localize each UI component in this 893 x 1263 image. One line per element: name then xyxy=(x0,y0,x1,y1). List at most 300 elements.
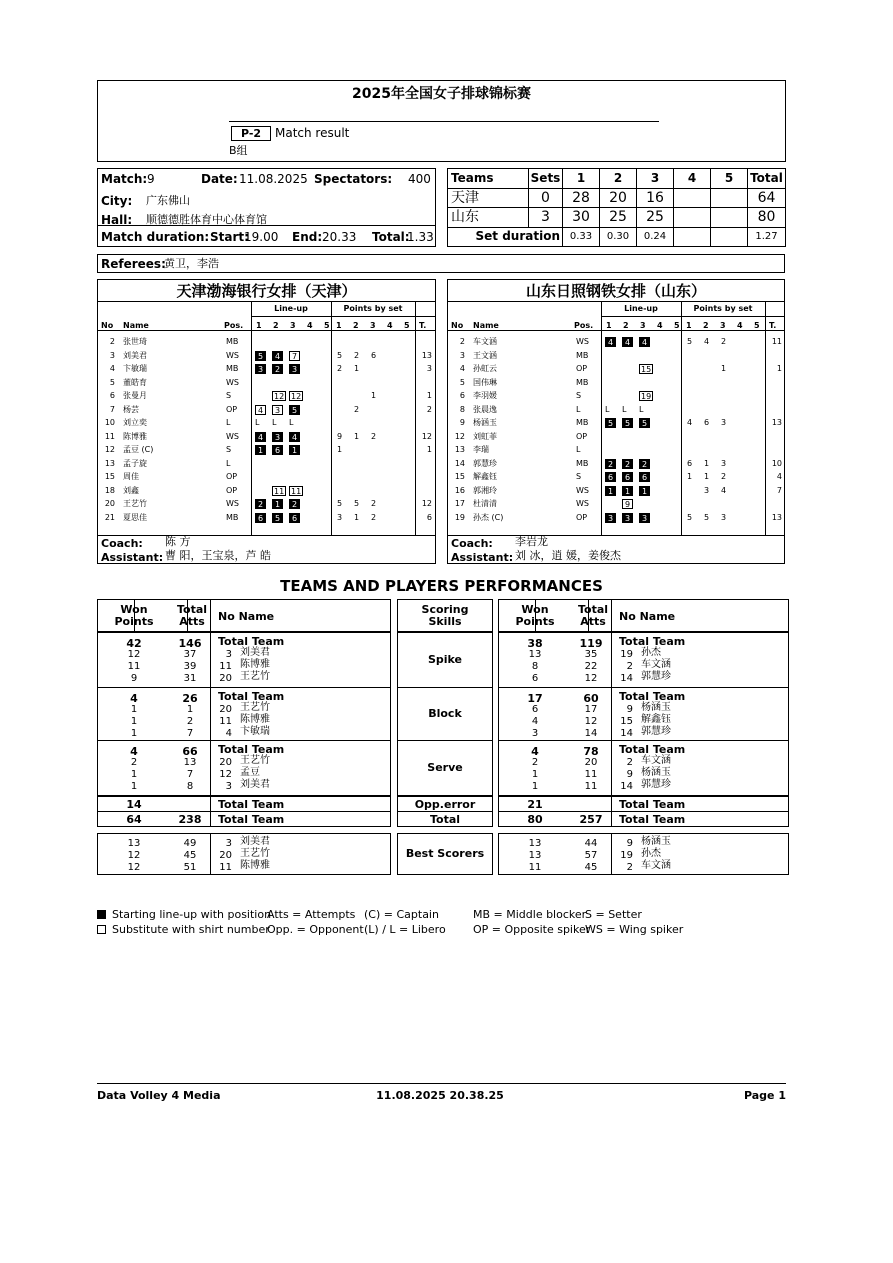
hall-label: Hall: xyxy=(101,213,133,227)
score-header-set2: 2 xyxy=(600,169,637,189)
player-position: L xyxy=(576,445,581,454)
team-won-points: 42 xyxy=(126,637,142,650)
player-shirt-number: 15 xyxy=(620,716,633,727)
no-name-header: No Name xyxy=(218,610,275,623)
team-label: Total Team xyxy=(218,635,285,648)
player-position: MB xyxy=(576,418,589,427)
col-pos-header: Pos. xyxy=(224,321,244,330)
player-position: MB xyxy=(576,350,589,360)
group-header-rule xyxy=(251,316,435,317)
score-header-set5: 5 xyxy=(711,169,748,189)
player-number: 15 xyxy=(104,472,115,481)
player-number: 2 xyxy=(109,337,115,346)
player-name: 王艺竹 xyxy=(240,702,270,713)
perf-opp_error-team-b xyxy=(498,796,789,812)
col-total-header: T. xyxy=(419,321,427,330)
score-team-b-total: 80 xyxy=(748,208,786,227)
player-total-atts: 7 xyxy=(186,728,194,739)
player-number: 10 xyxy=(104,418,115,427)
player-shirt-number: 11 xyxy=(219,661,232,672)
player-name: 郭慧珍 xyxy=(641,726,671,737)
player-total-points: 4 xyxy=(776,472,782,481)
player-name: 郭慧珍 xyxy=(473,458,497,468)
skills-header xyxy=(397,599,493,632)
player-name: 王艺竹 xyxy=(240,755,270,766)
set-points: 3 xyxy=(704,485,710,495)
header-rule xyxy=(229,121,659,122)
set-points: 1 xyxy=(354,364,360,373)
player-number: 14 xyxy=(454,458,465,468)
start-value: 19.00 xyxy=(244,230,279,244)
won-points: 80 xyxy=(527,813,543,826)
player-total-atts: 17 xyxy=(584,704,598,715)
player-name: 董皓育 xyxy=(123,377,147,387)
player-row xyxy=(448,350,784,363)
starting-position-box: 5 xyxy=(255,351,266,361)
player-row xyxy=(448,458,784,471)
player-total-points: 12 xyxy=(421,431,432,441)
team-label: Total Team xyxy=(218,743,285,756)
set-points: 5 xyxy=(354,499,360,508)
best-scorers-team-b xyxy=(498,833,789,875)
player-name: 解鑫钰 xyxy=(641,714,671,725)
name-col-border xyxy=(611,797,612,811)
substitute-box: 11 xyxy=(274,486,285,496)
player-shirt-number: 2 xyxy=(626,757,633,768)
starting-position-box: 6 xyxy=(605,472,616,482)
substitute-box: 11 xyxy=(291,486,302,496)
best-total-atts: 45 xyxy=(584,862,598,873)
starting-position-box: 2 xyxy=(289,499,300,509)
lineup-set-header-4: 4 xyxy=(657,321,663,330)
player-position: L xyxy=(226,458,231,468)
legend-captain: (C) = Captain xyxy=(364,908,439,921)
player-row xyxy=(98,444,435,457)
player-number: 18 xyxy=(104,485,115,495)
team-label: Total Team xyxy=(218,798,285,811)
player-name: 张曼月 xyxy=(123,391,147,400)
best-scorers-label: Best Scorers xyxy=(405,847,485,860)
set-duration-1: 0.33 xyxy=(563,227,600,246)
player-number: 19 xyxy=(454,512,465,522)
player-row xyxy=(448,431,784,444)
set-points: 5 xyxy=(337,350,343,360)
player-number: 16 xyxy=(454,485,465,495)
player-row xyxy=(98,377,435,390)
player-total-points: 1 xyxy=(776,364,782,373)
pbs-set-header-1: 1 xyxy=(336,321,342,330)
player-shirt-number: 20 xyxy=(219,704,232,715)
set-points: 4 xyxy=(687,418,693,427)
score-team-a-sets: 0 xyxy=(529,189,563,208)
player-total-atts: 37 xyxy=(183,649,197,660)
player-won-points: 1 xyxy=(130,716,138,727)
player-total-atts: 12 xyxy=(584,673,598,684)
footer-page: Page 1 xyxy=(743,1089,786,1102)
player-name: 孙杰 (C) xyxy=(473,512,504,522)
skill-cell-total xyxy=(397,811,493,827)
player-row xyxy=(98,350,435,363)
player-name: 车文涵 xyxy=(641,659,671,670)
starting-position-box: 3 xyxy=(255,364,266,374)
starting-position-box: 3 xyxy=(272,432,283,442)
player-name: 李瑞 xyxy=(473,445,489,454)
player-position: S xyxy=(576,391,582,400)
assistant-names: 曹 阳，王宝泉，芦 皓 xyxy=(165,549,271,562)
team-total-atts: 60 xyxy=(583,692,599,705)
player-position: OP xyxy=(576,431,588,441)
best-total-atts: 44 xyxy=(584,838,598,849)
set-points: 3 xyxy=(721,512,727,522)
team-label: Total Team xyxy=(619,635,686,648)
set-points: 2 xyxy=(354,350,360,360)
scoring-skills-header: Scoring Skills xyxy=(421,603,469,628)
best-player-name: 刘美君 xyxy=(240,836,270,847)
lineup-header: Line-up xyxy=(274,304,308,313)
starting-position-box: 5 xyxy=(272,513,283,523)
player-number: 21 xyxy=(104,512,115,522)
skill-label: Block xyxy=(428,707,462,720)
player-number: 5 xyxy=(109,377,115,387)
legend-mb: MB = Middle blocker xyxy=(473,908,587,921)
team-won-points: 4 xyxy=(531,745,539,758)
lineup-set-header-5: 5 xyxy=(324,321,330,330)
player-name: 夏思佳 xyxy=(123,512,147,522)
name-col-border xyxy=(210,797,211,811)
lineup-set-header-2: 2 xyxy=(623,321,629,330)
total-atts: 257 xyxy=(579,813,603,826)
team-title-rule xyxy=(448,301,784,302)
player-total-atts: 8 xyxy=(186,781,194,792)
lineup-header: Line-up xyxy=(624,304,658,313)
perf-spike-team-b xyxy=(498,632,789,688)
best-player-name: 车文涵 xyxy=(641,860,671,871)
skill-label: Serve xyxy=(427,761,463,774)
col-pos-header: Pos. xyxy=(574,321,594,330)
player-position: MB xyxy=(226,512,239,522)
team-b-roster xyxy=(447,279,785,564)
won-points-header: Won Points xyxy=(114,603,154,628)
player-name: 王艺竹 xyxy=(240,671,270,682)
player-name: 刘美君 xyxy=(240,647,270,658)
assistant-names: 刘 冰，逍 媛，姜俊杰 xyxy=(515,549,621,562)
player-position: S xyxy=(226,445,232,454)
lineup-set-header-2: 2 xyxy=(273,321,279,330)
lineup-set-header-3: 3 xyxy=(290,321,296,330)
score-team-a-set4 xyxy=(674,189,711,208)
substitute-swatch xyxy=(97,925,106,934)
won-points: 64 xyxy=(126,813,142,826)
score-team-b-name: 山东 xyxy=(448,208,529,227)
report-subtitle: Match result xyxy=(275,126,350,140)
player-row xyxy=(98,471,435,484)
player-position: WS xyxy=(226,350,239,360)
starting-position-box: 3 xyxy=(289,364,300,374)
starting-position-box: 5 xyxy=(622,418,633,428)
lineup-set-header-5: 5 xyxy=(674,321,680,330)
team-won-points: 4 xyxy=(130,745,138,758)
player-total-atts: 13 xyxy=(183,757,197,768)
team-won-points: 4 xyxy=(130,692,138,705)
best-player-name: 王艺竹 xyxy=(240,848,270,859)
player-number: 12 xyxy=(104,445,115,454)
set-points: 3 xyxy=(337,512,343,522)
col-name-header: Name xyxy=(123,321,149,330)
player-total-points: 6 xyxy=(426,512,432,522)
player-shirt-number: 9 xyxy=(626,769,633,780)
player-total-points: 1 xyxy=(426,445,432,454)
team-total-atts: 146 xyxy=(178,637,202,650)
set-points: 1 xyxy=(704,458,710,468)
won-points-header: Won Points xyxy=(515,603,555,628)
coach-name: 陈 方 xyxy=(165,535,191,548)
lineup-set-header-4: 4 xyxy=(307,321,313,330)
team-b-perf-header xyxy=(498,599,789,632)
player-shirt-number: 20 xyxy=(219,673,232,684)
player-row xyxy=(448,390,784,403)
best-total-atts: 57 xyxy=(584,850,598,861)
player-position: MB xyxy=(226,337,239,346)
won-points: 14 xyxy=(126,798,142,811)
player-row xyxy=(448,377,784,390)
legend xyxy=(97,908,786,938)
total-duration-value: 1.33 xyxy=(407,230,434,244)
won-points: 21 xyxy=(527,798,543,811)
lineup-set-header-1: 1 xyxy=(256,321,262,330)
col-no-header: No xyxy=(101,321,114,330)
starting-position-box: 6 xyxy=(272,445,283,455)
pbs-set-header-3: 3 xyxy=(720,321,726,330)
best-total-atts: 51 xyxy=(183,862,197,873)
set-points: 2 xyxy=(354,404,360,414)
player-shirt-number: 14 xyxy=(620,781,633,792)
player-position: WS xyxy=(576,485,589,495)
header-box xyxy=(97,80,786,162)
group-header-rule xyxy=(601,316,784,317)
perf-spike-team-a xyxy=(97,632,391,688)
player-total-points: 13 xyxy=(421,350,432,360)
player-number: 6 xyxy=(459,391,465,400)
libero-marker: L xyxy=(289,418,294,427)
player-name: 张晨逸 xyxy=(473,404,497,414)
player-shirt-number: 9 xyxy=(626,704,633,715)
hall-value: 顺德德胜体育中心体育馆 xyxy=(146,213,267,226)
assistant-label: Assistant: xyxy=(451,551,514,564)
player-name: 刘鑫 xyxy=(123,485,139,495)
best-player-name: 孙杰 xyxy=(641,848,661,859)
city-label: City: xyxy=(101,194,133,208)
player-name: 刘虹菲 xyxy=(473,431,497,441)
pbs-set-header-1: 1 xyxy=(686,321,692,330)
legend-setter: S = Setter xyxy=(585,908,642,921)
player-row xyxy=(98,336,435,349)
pbs-set-header-5: 5 xyxy=(404,321,410,330)
set-duration-2: 0.30 xyxy=(600,227,637,246)
points-by-set-header: Points by set xyxy=(343,304,403,313)
player-shirt-number: 3 xyxy=(225,649,232,660)
score-team-b-set5 xyxy=(711,208,748,227)
player-won-points: 11 xyxy=(127,661,141,672)
footer-software: Data Volley 4 Media xyxy=(97,1089,221,1102)
player-name: 杨芸 xyxy=(123,404,139,414)
perf-block-team-a xyxy=(97,687,391,741)
best-shirt-number: 2 xyxy=(626,862,633,873)
set-points: 9 xyxy=(337,431,343,441)
player-name: 孟豆 (C) xyxy=(123,445,154,454)
score-team-b-set4 xyxy=(674,208,711,227)
team-title-rule xyxy=(98,301,435,302)
player-name: 陈博雅 xyxy=(240,659,270,670)
player-position: MB xyxy=(576,458,589,468)
player-number: 12 xyxy=(454,431,465,441)
set-points: 2 xyxy=(371,512,377,522)
player-name: 李羽媛 xyxy=(473,391,497,400)
substitute-box: 9 xyxy=(622,499,633,509)
skill-cell-opp_error xyxy=(397,796,493,812)
player-name: 王艺竹 xyxy=(123,499,147,508)
player-shirt-number: 12 xyxy=(219,769,232,780)
team-total-atts: 66 xyxy=(182,745,198,758)
player-shirt-number: 19 xyxy=(620,649,633,660)
competition-title: 2025年全国女子排球锦标赛 xyxy=(352,86,531,102)
player-position: S xyxy=(576,472,582,481)
best-won-points: 13 xyxy=(528,838,542,849)
legend-op: OP = Opposite spiker xyxy=(473,923,591,936)
player-name: 陈博雅 xyxy=(123,431,147,441)
end-label: End: xyxy=(292,230,323,244)
player-name: 王文涵 xyxy=(473,350,497,360)
perf-serve-team-a xyxy=(97,740,391,796)
referees-names: 黄卫，李浩 xyxy=(164,257,219,270)
player-won-points: 2 xyxy=(130,757,138,768)
team-name-team_a: 天津渤海银行女排（天津） xyxy=(176,282,357,300)
starting-lineup-swatch xyxy=(97,910,106,919)
starting-position-box: 6 xyxy=(289,513,300,523)
player-position: WS xyxy=(576,499,589,508)
player-position: OP xyxy=(226,472,238,481)
player-name: 孙杰 xyxy=(641,647,661,658)
player-name: 郭慧珍 xyxy=(641,779,671,790)
match-label: Match: xyxy=(101,172,148,186)
set-points: 4 xyxy=(704,337,710,346)
set-points: 5 xyxy=(687,337,693,346)
player-row xyxy=(98,390,435,403)
set-points: 2 xyxy=(721,337,727,346)
player-name: 杨涵玉 xyxy=(473,418,497,427)
set-duration-3: 0.24 xyxy=(637,227,674,246)
report-code: P-2 xyxy=(231,126,271,141)
points-by-set-header: Points by set xyxy=(693,304,753,313)
set-points: 4 xyxy=(721,485,727,495)
best-shirt-number: 11 xyxy=(219,862,232,873)
player-won-points: 13 xyxy=(528,649,542,660)
player-total-points: 2 xyxy=(426,404,432,414)
best-won-points: 12 xyxy=(127,862,141,873)
set-duration-row xyxy=(448,227,786,246)
set-points: 1 xyxy=(354,512,360,522)
no-name-header: No Name xyxy=(619,610,676,623)
score-row-team-a xyxy=(448,189,786,208)
player-total-atts: 20 xyxy=(584,757,598,768)
player-won-points: 1 xyxy=(130,704,138,715)
legend-starting: Starting line-up with position xyxy=(112,908,272,921)
pbs-set-header-2: 2 xyxy=(703,321,709,330)
score-team-a-total: 64 xyxy=(748,189,786,208)
col-total-header: T. xyxy=(769,321,777,330)
player-total-points: 11 xyxy=(771,337,782,346)
starting-position-box: 3 xyxy=(639,513,650,523)
set-points: 6 xyxy=(704,418,710,427)
player-won-points: 1 xyxy=(130,728,138,739)
skill-label: Opp.error xyxy=(414,798,476,811)
player-position: OP xyxy=(226,404,238,414)
spectators-label: Spectators: xyxy=(314,172,393,186)
player-number: 9 xyxy=(459,418,465,427)
score-table xyxy=(447,168,785,247)
perf-total-team-a xyxy=(97,811,391,827)
score-header-set4: 4 xyxy=(674,169,711,189)
starting-position-box: 4 xyxy=(622,337,633,347)
legend-atts: Atts = Attempts xyxy=(267,908,356,921)
coach-label: Coach: xyxy=(101,537,143,550)
score-team-b-set1: 30 xyxy=(563,208,600,227)
player-name: 卞敏瑞 xyxy=(123,364,147,373)
player-position: S xyxy=(226,391,232,400)
libero-marker: L xyxy=(605,404,610,414)
starting-position-box: 6 xyxy=(622,472,633,482)
set-duration-4 xyxy=(674,227,711,246)
player-total-points: 13 xyxy=(771,418,782,427)
player-shirt-number: 11 xyxy=(219,716,232,727)
start-label: Start: xyxy=(210,230,249,244)
libero-marker: L xyxy=(272,418,277,427)
pbs-set-header-4: 4 xyxy=(737,321,743,330)
player-won-points: 4 xyxy=(531,716,539,727)
player-row xyxy=(448,471,784,484)
player-row xyxy=(98,417,435,430)
set-points: 5 xyxy=(704,512,710,522)
score-header-row xyxy=(448,169,786,189)
player-won-points: 12 xyxy=(127,649,141,660)
set-points: 2 xyxy=(371,499,377,508)
footer-rule xyxy=(97,1083,786,1084)
score-team-a-set3: 16 xyxy=(637,189,674,208)
player-total-atts: 14 xyxy=(584,728,598,739)
best-won-points: 13 xyxy=(127,838,141,849)
pbs-set-header-3: 3 xyxy=(370,321,376,330)
set-points: 1 xyxy=(687,472,693,481)
player-row xyxy=(98,485,435,498)
player-total-atts: 11 xyxy=(584,781,598,792)
lineup-set-header-3: 3 xyxy=(640,321,646,330)
perf-total-team-b xyxy=(498,811,789,827)
player-name: 杨涵玉 xyxy=(641,702,671,713)
player-shirt-number: 14 xyxy=(620,728,633,739)
player-name: 郭慧珍 xyxy=(641,671,671,682)
player-position: WS xyxy=(226,499,239,508)
player-won-points: 1 xyxy=(130,781,138,792)
score-row-team-b xyxy=(448,208,786,227)
player-row xyxy=(98,458,435,471)
player-won-points: 6 xyxy=(531,673,539,684)
referees-box xyxy=(97,254,785,273)
set-points: 2 xyxy=(337,364,343,373)
total-atts-header: Total Atts xyxy=(577,603,609,628)
starting-position-box: 2 xyxy=(255,499,266,509)
player-number: 4 xyxy=(459,364,465,373)
best-shirt-number: 9 xyxy=(626,838,633,849)
starting-position-box: 4 xyxy=(272,351,283,361)
